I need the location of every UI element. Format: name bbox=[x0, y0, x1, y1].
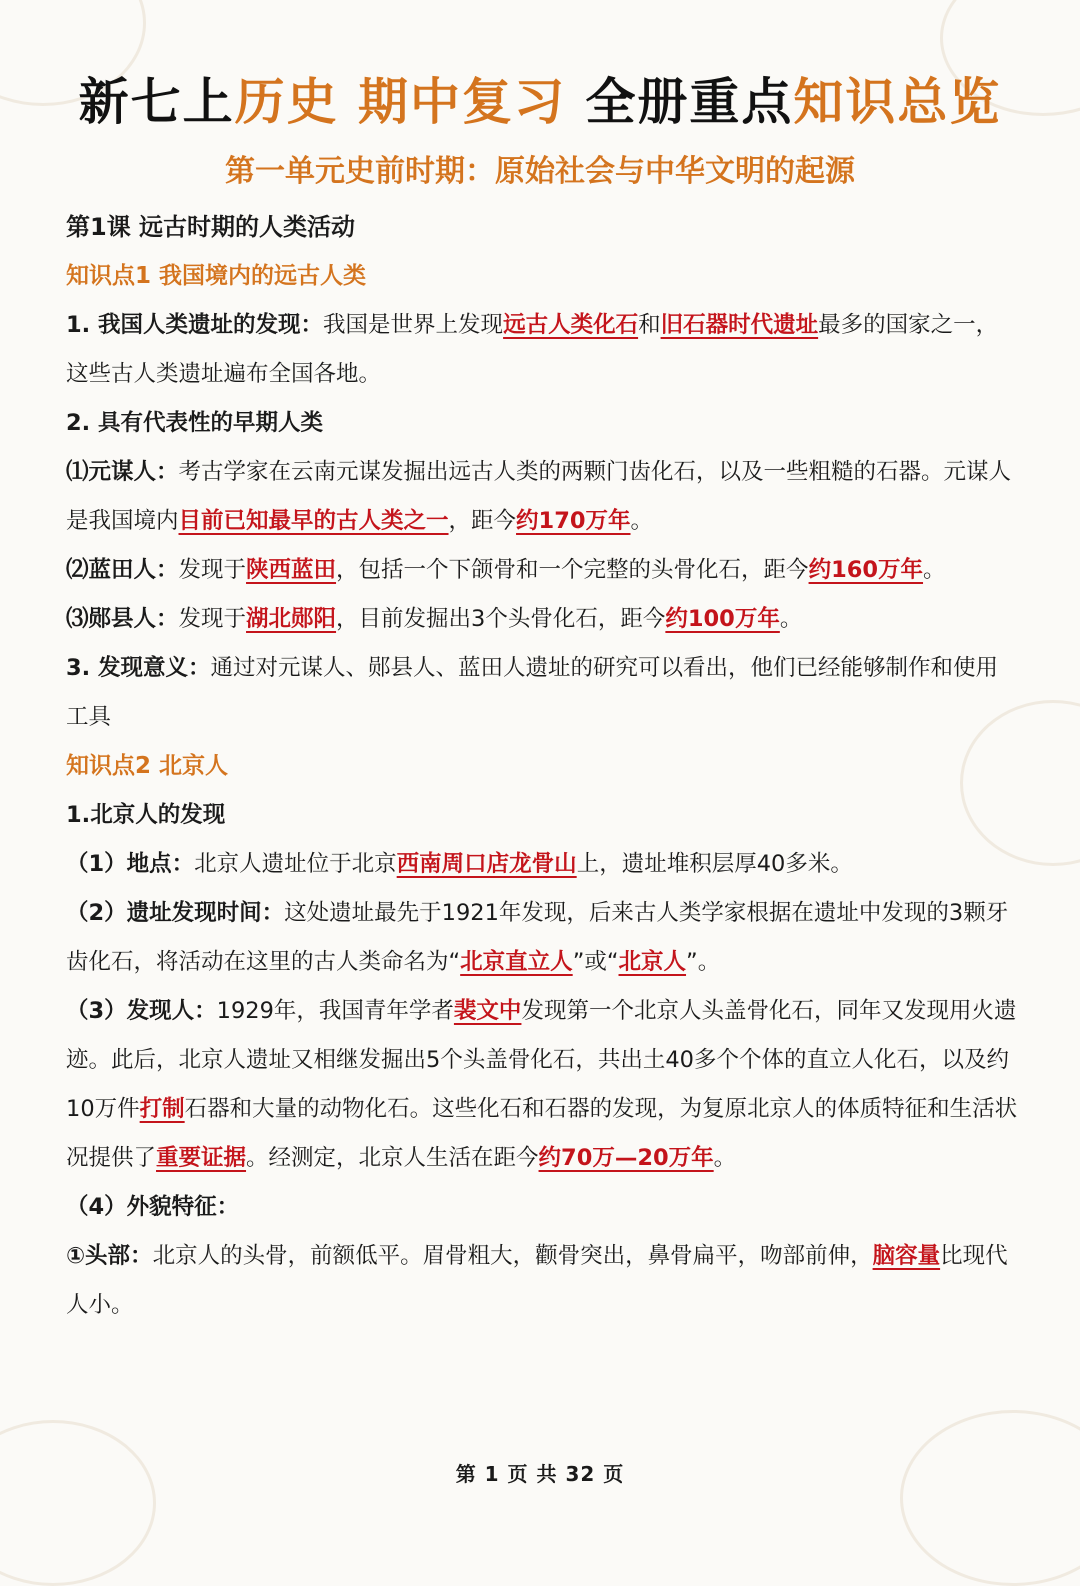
text: 。 bbox=[923, 557, 946, 583]
highlight: 脑容量 bbox=[872, 1243, 941, 1269]
paragraph-lead: ⑵蓝田人： bbox=[66, 557, 179, 583]
highlight: 湖北郧阳 bbox=[246, 606, 337, 632]
text: 这处遗址最先于1921年发现，后来古人类学家根据在遗址中发现的3颗牙齿化石，将活动在这里的古人类命名为“ bbox=[66, 900, 1009, 975]
paragraph bbox=[66, 644, 1018, 742]
paragraph bbox=[66, 546, 1018, 595]
paragraph bbox=[66, 1232, 1018, 1330]
paragraph-lead: 3. 发现意义： bbox=[66, 655, 211, 681]
unit-subtitle: 第一单元史前时期：原始社会与中华文明的起源 bbox=[225, 154, 855, 189]
highlight: 打制 bbox=[139, 1096, 185, 1122]
text: 北京人遗址位于北京 bbox=[194, 851, 397, 877]
paragraph-lead: 1. 我国人类遗址的发现： bbox=[66, 312, 324, 338]
title-part: 历史 bbox=[234, 73, 339, 131]
text: 。 bbox=[713, 1145, 737, 1171]
knowledge-point-heading: 知识点1 我国境内的远古人类 bbox=[66, 263, 367, 289]
highlight: 裴文中 bbox=[453, 998, 522, 1024]
page-title bbox=[0, 62, 1080, 134]
highlight: 约170万年 bbox=[516, 508, 631, 534]
paragraph-lead: （3）发现人： bbox=[66, 998, 217, 1024]
knowledge-point-heading: 知识点2 北京人 bbox=[66, 753, 229, 779]
highlight: 北京直立人 bbox=[460, 949, 573, 975]
paragraph bbox=[66, 889, 1018, 987]
text: 1929年，我国青年学者 bbox=[216, 998, 454, 1024]
text: 发现于 bbox=[178, 606, 247, 632]
highlight: 约100万年 bbox=[665, 606, 780, 632]
text: ，包括一个下颌骨和一个完整的头骨化石，距今 bbox=[336, 557, 809, 583]
text: ，目前发掘出3个头骨化石，距今 bbox=[336, 606, 666, 632]
paragraph-lead: ⑶郧县人： bbox=[66, 606, 179, 632]
highlight: 目前已知最早的古人类之一 bbox=[178, 508, 449, 534]
background-cloud-swirl bbox=[0, 1420, 156, 1586]
highlight: 约70万—20万年 bbox=[538, 1145, 714, 1171]
highlight: 旧石器时代遗址 bbox=[660, 312, 819, 338]
paragraph bbox=[66, 448, 1018, 546]
title-part: 全册重点 bbox=[585, 73, 794, 131]
page-number: 第 1 页 共 32 页 bbox=[455, 1462, 625, 1486]
text: ”。 bbox=[686, 949, 721, 975]
paragraph bbox=[66, 1183, 1018, 1232]
background-cloud-swirl bbox=[900, 1410, 1080, 1586]
text: 。 bbox=[779, 606, 803, 632]
text: 考古学家在云南元谋发掘出远古人类的两颗门齿化石，以及一些粗糙的石器。元谋人是我国境内 bbox=[66, 459, 1012, 534]
text: ，距今 bbox=[448, 508, 517, 534]
text: 通过对元谋人、郧县人、蓝田人遗址的研究可以看出，他们已经能够制作和使用工具 bbox=[66, 655, 999, 730]
paragraph bbox=[66, 399, 1018, 448]
highlight: 约160万年 bbox=[808, 557, 924, 583]
text: 最多的国家之一，这些古人类遗址遍布全国各地。 bbox=[66, 312, 999, 387]
text: 和 bbox=[638, 312, 661, 338]
text: ”或“ bbox=[572, 949, 619, 975]
paragraph-lead: （1）地点： bbox=[66, 851, 195, 877]
text: 我国是世界上发现 bbox=[323, 312, 504, 338]
title-part: 知识总览 bbox=[793, 73, 1002, 131]
paragraph bbox=[66, 301, 1018, 399]
paragraph-lead: ①头部： bbox=[66, 1243, 153, 1269]
text: 发现于 bbox=[178, 557, 247, 583]
highlight: 远古人类化石 bbox=[503, 312, 639, 338]
paragraph-lead: （2）遗址发现时间： bbox=[66, 900, 285, 926]
lesson-heading: 第1课 远古时期的人类活动 bbox=[66, 213, 356, 241]
text: 发现第一个北京人头盖骨化石，同年又发现用火遗迹。此后，北京人遗址又相继发掘出5个头盖骨化石，共出土40多个个体的直立人化石，以及约10万件 bbox=[66, 998, 1017, 1122]
paragraph-lead: ⑴元谋人： bbox=[66, 459, 179, 485]
highlight: 陕西蓝田 bbox=[246, 557, 337, 583]
text: 石器和大量的动物化石。这些化石和石器的发现，为复原北京人的体质特征和生活状况提供了 bbox=[66, 1096, 1018, 1171]
paragraph-lead: 2. 具有代表性的早期人类 bbox=[66, 410, 324, 436]
document-body bbox=[66, 203, 1018, 1330]
paragraph bbox=[66, 595, 1018, 644]
text: 。 bbox=[630, 508, 654, 534]
paragraph bbox=[66, 987, 1018, 1183]
title-part: 新七上 bbox=[78, 73, 235, 131]
paragraph-lead: 1.北京人的发现 bbox=[66, 802, 226, 828]
paragraph-lead: （4）外貌特征： bbox=[66, 1194, 240, 1220]
highlight: 北京人 bbox=[618, 949, 687, 975]
paragraph bbox=[66, 791, 1018, 840]
title-part: 期中复习 bbox=[338, 73, 586, 131]
text: 北京人的头骨，前额低平。眉骨粗大，颧骨突出，鼻骨扁平，吻部前伸， bbox=[152, 1243, 873, 1269]
text: 上，遗址堆积层厚40多米。 bbox=[576, 851, 853, 877]
highlight: 西南周口店龙骨山 bbox=[396, 851, 577, 877]
text: 。经测定，北京人生活在距今 bbox=[246, 1145, 539, 1171]
text: 比现代人小。 bbox=[66, 1243, 1008, 1318]
highlight: 重要证据 bbox=[156, 1145, 247, 1171]
paragraph bbox=[66, 840, 1018, 889]
